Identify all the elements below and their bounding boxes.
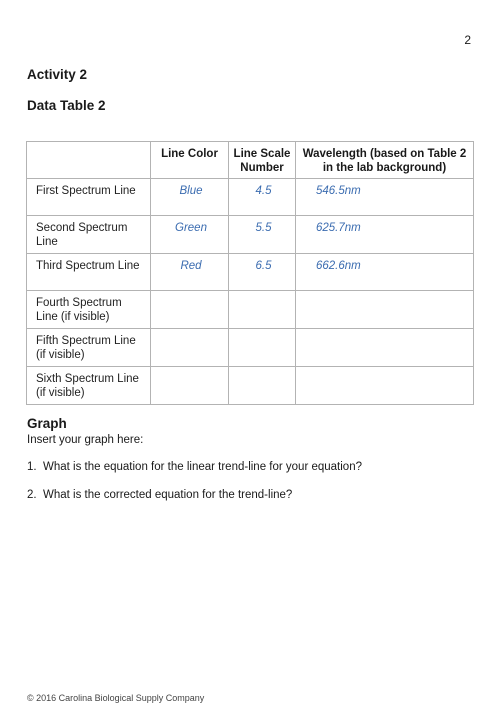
wavelength-cell[interactable]: 546.5nm <box>296 179 474 216</box>
line-color-cell[interactable]: Green <box>151 216 229 254</box>
footer-copyright: © 2016 Carolina Biological Supply Company <box>27 693 205 703</box>
line-color-cell[interactable] <box>151 329 229 367</box>
table-row <box>27 179 474 216</box>
line-scale-cell[interactable] <box>229 291 296 329</box>
table-row <box>27 367 474 405</box>
header-wavelength: Wavelength (based on Table 2 in the lab background) <box>296 142 474 179</box>
question-number: 1. <box>27 461 37 473</box>
line-color-cell[interactable]: Blue <box>151 179 229 216</box>
wavelength-cell[interactable] <box>296 329 474 367</box>
wavelength-cell[interactable] <box>296 367 474 405</box>
row-label: First Spectrum Line <box>27 179 151 216</box>
table-row <box>27 291 474 329</box>
header-line-color: Line Color <box>151 142 229 179</box>
header-empty <box>27 142 151 179</box>
question-2 <box>27 489 292 501</box>
activity-title: Activity 2 <box>27 67 88 82</box>
row-label: Fourth Spectrum Line (if visible) <box>27 291 151 329</box>
line-color-cell[interactable] <box>151 367 229 405</box>
line-scale-cell[interactable]: 6.5 <box>229 254 296 291</box>
line-scale-cell[interactable]: 4.5 <box>229 179 296 216</box>
table-title: Data Table 2 <box>27 98 106 113</box>
data-table <box>26 141 474 405</box>
question-text: What is the equation for the linear trend-line for your equation? <box>43 461 362 473</box>
line-scale-cell[interactable] <box>229 367 296 405</box>
wavelength-cell[interactable]: 662.6nm <box>296 254 474 291</box>
table-header-row <box>27 142 474 179</box>
line-scale-cell[interactable]: 5.5 <box>229 216 296 254</box>
table-row <box>27 329 474 367</box>
question-text: What is the corrected equation for the trend-line? <box>43 489 293 501</box>
table-row <box>27 254 474 291</box>
row-label: Sixth Spectrum Line (if visible) <box>27 367 151 405</box>
row-label: Third Spectrum Line <box>27 254 151 291</box>
table-row <box>27 216 474 254</box>
page-number: 2 <box>464 33 471 47</box>
header-line-scale-number: Line Scale Number <box>229 142 296 179</box>
question-number: 2. <box>27 489 37 501</box>
line-color-cell[interactable] <box>151 291 229 329</box>
wavelength-cell[interactable] <box>296 291 474 329</box>
graph-title: Graph <box>27 416 67 431</box>
line-color-cell[interactable]: Red <box>151 254 229 291</box>
wavelength-cell[interactable]: 625.7nm <box>296 216 474 254</box>
row-label: Fifth Spectrum Line (if visible) <box>27 329 151 367</box>
line-scale-cell[interactable] <box>229 329 296 367</box>
graph-instruction: Insert your graph here: <box>27 434 144 446</box>
row-label: Second Spectrum Line <box>27 216 151 254</box>
question-1 <box>27 461 362 473</box>
